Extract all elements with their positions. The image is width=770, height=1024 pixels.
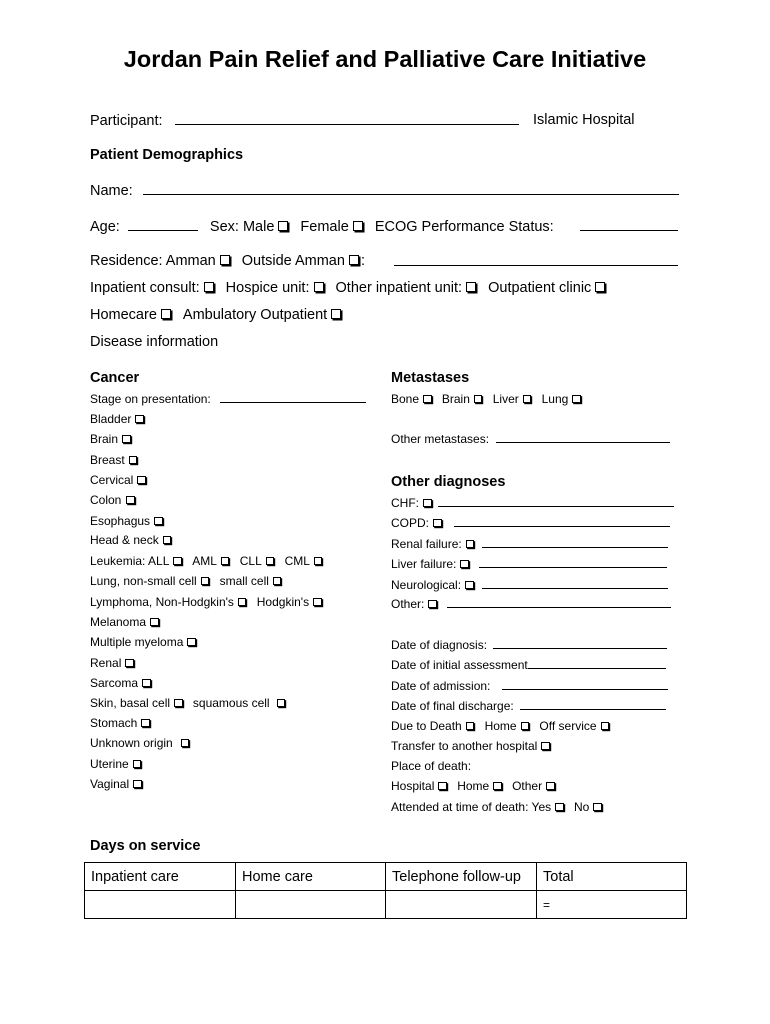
basal-cell-checkbox[interactable] (174, 699, 183, 708)
attended-row (391, 800, 604, 814)
cancer-renal (90, 656, 136, 670)
cml-label: CML (284, 554, 310, 568)
cancer-label: Skin, basal cell (90, 696, 171, 710)
neurological-field[interactable] (482, 579, 668, 589)
cancer-cervical (90, 473, 148, 487)
hospital-checkbox[interactable] (438, 782, 447, 791)
esophagus-checkbox[interactable] (154, 517, 163, 526)
cancer-label: Sarcoma (90, 676, 139, 690)
name-field[interactable] (143, 182, 679, 195)
inpatient-consult-checkbox[interactable] (204, 282, 214, 292)
lung-mets-label: Lung (541, 392, 569, 406)
cancer-uterine (90, 757, 143, 771)
cancer-myeloma (90, 635, 198, 649)
lung-mets-checkbox[interactable] (572, 395, 581, 404)
ecog-label: ECOG Performance Status: (374, 219, 554, 235)
outside-amman-field[interactable] (394, 253, 678, 266)
cancer-vaginal (90, 777, 144, 791)
cancer-label: Esophagus (90, 514, 151, 528)
cancer-stomach (90, 716, 152, 730)
dx-label: Other: (391, 597, 425, 611)
colon-checkbox[interactable] (126, 496, 135, 505)
other-metastases-label: Other metastases: (391, 432, 490, 446)
care-setting-row-2 (90, 307, 343, 323)
home-death-label: Home (457, 779, 490, 793)
days-table (84, 862, 687, 919)
table-header-row (85, 863, 687, 891)
outpatient-clinic-checkbox[interactable] (595, 282, 605, 292)
dx-liver-failure (391, 557, 667, 571)
cancer-head-neck (90, 533, 173, 547)
liver-label: Liver (492, 392, 519, 406)
renal-failure-field[interactable] (482, 538, 668, 548)
liver-failure-checkbox[interactable] (460, 560, 469, 569)
outside-amman-detail (394, 253, 678, 270)
date-final-row (391, 699, 666, 713)
home-label: Home (484, 719, 517, 733)
participant-field[interactable] (175, 112, 519, 125)
cancer-lung (90, 574, 283, 588)
cancer-label: Colon (90, 493, 122, 507)
dx-other (391, 597, 671, 611)
other-diagnoses-heading: Other diagnoses (391, 474, 506, 490)
date-label: Date of diagnosis: (391, 638, 488, 652)
home-care-cell[interactable] (236, 891, 386, 919)
colon-char: : (360, 253, 365, 269)
renal-checkbox[interactable] (125, 659, 134, 668)
cancer-label: Multiple myeloma (90, 635, 184, 649)
date-diagnosis-row (391, 638, 667, 652)
cancer-label: Renal (90, 656, 122, 670)
age-sex-row (90, 218, 554, 235)
transfer-checkbox[interactable] (541, 742, 550, 751)
residence-amman-label: Residence: Amman (90, 253, 216, 269)
date-label: Date of initial assessment (391, 658, 528, 672)
melanoma-checkbox[interactable] (150, 618, 159, 627)
stage-label: Stage on presentation: (90, 392, 211, 406)
table-row (85, 891, 687, 919)
date-label: Date of admission: (391, 679, 491, 693)
demographics-heading: Patient Demographics (90, 147, 244, 163)
brain-mets-checkbox[interactable] (474, 395, 483, 404)
cancer-heading: Cancer (90, 370, 140, 386)
cancer-lymphoma (90, 595, 324, 609)
copd-field[interactable] (454, 517, 670, 527)
date-initial-field[interactable] (528, 659, 666, 669)
aml-checkbox[interactable] (221, 557, 230, 566)
small-cell-checkbox[interactable] (273, 577, 282, 586)
homecare-checkbox[interactable] (161, 309, 171, 319)
cervical-checkbox[interactable] (137, 476, 146, 485)
age-label: Age: (90, 219, 120, 235)
total-cell[interactable]: = (537, 891, 687, 919)
neurological-checkbox[interactable] (465, 581, 474, 590)
home-checkbox[interactable] (521, 722, 530, 731)
cancer-label: Breast (90, 453, 125, 467)
homecare-label: Homecare (90, 307, 157, 323)
dx-label: Liver failure: (391, 557, 457, 571)
due-to-death-checkbox[interactable] (466, 722, 475, 731)
inpatient-care-header: Inpatient care (85, 863, 236, 891)
bone-label: Bone (391, 392, 420, 406)
all-checkbox[interactable] (173, 557, 182, 566)
cancer-melanoma (90, 615, 161, 629)
other-death-label: Other (512, 779, 543, 793)
dx-label: Neurological: (391, 578, 462, 592)
cancer-label: Cervical (90, 473, 134, 487)
dx-renal-failure (391, 537, 668, 551)
cancer-unknown (90, 736, 191, 750)
outside-amman-checkbox[interactable] (349, 255, 359, 265)
name-row (90, 182, 679, 199)
cancer-label: Brain (90, 432, 119, 446)
cancer-label: Unknown origin (90, 736, 173, 750)
outside-amman-label: Outside Amman (241, 253, 345, 269)
date-admission-row (391, 679, 668, 693)
nhl-checkbox[interactable] (238, 598, 247, 607)
small-cell-label: small cell (219, 574, 269, 588)
cancer-label: Stomach (90, 716, 138, 730)
cancer-label: Lymphoma, Non-Hodgkin's (90, 595, 234, 609)
dx-label: COPD: (391, 516, 430, 530)
chf-field[interactable] (438, 497, 674, 507)
cancer-leukemia (90, 554, 324, 568)
hospital-name: Islamic Hospital (533, 112, 635, 128)
cancer-label: Leukemia: ALL (90, 554, 170, 568)
amman-checkbox[interactable] (220, 255, 230, 265)
participant-label: Participant: (90, 113, 163, 129)
unknown-checkbox[interactable] (181, 739, 190, 748)
date-initial-row (391, 658, 666, 672)
female-checkbox[interactable] (353, 221, 363, 231)
place-of-death-label: Place of death: (391, 759, 472, 773)
off-service-checkbox[interactable] (601, 722, 610, 731)
other-inpatient-label: Other inpatient unit: (335, 280, 463, 296)
cancer-bladder (90, 412, 146, 426)
page-title: Jordan Pain Relief and Palliative Care Initiative (123, 46, 647, 72)
name-label: Name: (90, 183, 133, 199)
total-header: Total (537, 863, 687, 891)
attended-no-checkbox[interactable] (593, 803, 602, 812)
attended-yes-checkbox[interactable] (555, 803, 564, 812)
transfer-label: Transfer to another hospital (391, 739, 538, 753)
head-neck-checkbox[interactable] (163, 536, 172, 545)
outpatient-clinic-label: Outpatient clinic (488, 280, 592, 296)
cancer-esophagus (90, 514, 165, 528)
discharge-reason-row (391, 719, 611, 733)
no-label: No (573, 800, 590, 814)
cancer-label: Uterine (90, 757, 129, 771)
stage-row (90, 392, 366, 406)
sex-male-label: Sex: Male (209, 219, 275, 235)
renal-failure-checkbox[interactable] (466, 540, 475, 549)
aml-label: AML (192, 554, 217, 568)
male-checkbox[interactable] (278, 221, 288, 231)
brain-mets-label: Brain (441, 392, 470, 406)
cancer-sarcoma (90, 676, 153, 690)
dx-label: CHF: (391, 496, 419, 510)
other-dx-field[interactable] (447, 598, 671, 608)
dx-chf (391, 496, 674, 510)
nsclc-checkbox[interactable] (201, 577, 210, 586)
metastases-heading: Metastases (391, 370, 470, 386)
brain-checkbox[interactable] (122, 435, 131, 444)
other-dx-checkbox[interactable] (428, 600, 437, 609)
home-care-header: Home care (236, 863, 386, 891)
cll-label: CLL (239, 554, 262, 568)
date-diagnosis-field[interactable] (493, 639, 667, 649)
squamous-checkbox[interactable] (277, 699, 286, 708)
cancer-breast (90, 453, 139, 467)
cancer-skin (90, 696, 287, 710)
vaginal-checkbox[interactable] (133, 780, 142, 789)
cancer-label: Melanoma (90, 615, 147, 629)
residence-row (90, 253, 365, 269)
bone-checkbox[interactable] (423, 395, 432, 404)
hospice-unit-checkbox[interactable] (314, 282, 324, 292)
hodgkins-checkbox[interactable] (313, 598, 322, 607)
attended-label: Attended at time of death: Yes (391, 800, 552, 814)
other-death-checkbox[interactable] (546, 782, 555, 791)
inpatient-care-cell[interactable] (85, 891, 236, 919)
other-inpatient-checkbox[interactable] (466, 282, 476, 292)
sarcoma-checkbox[interactable] (142, 679, 151, 688)
ecog-row (580, 218, 678, 235)
cancer-label: Bladder (90, 412, 132, 426)
date-admission-field[interactable] (502, 680, 668, 690)
dx-copd (391, 516, 670, 530)
care-setting-row (90, 280, 607, 296)
chf-checkbox[interactable] (423, 499, 432, 508)
transfer-row (391, 739, 552, 753)
bladder-checkbox[interactable] (135, 415, 144, 424)
metastases-row (391, 392, 583, 406)
inpatient-consult-label: Inpatient consult: (90, 280, 200, 296)
date-final-field[interactable] (520, 700, 666, 710)
ambulatory-label: Ambulatory Outpatient (182, 307, 328, 323)
place-of-death-row (391, 779, 557, 793)
ecog-field[interactable] (580, 218, 678, 231)
cancer-label: Vaginal (90, 777, 130, 791)
myeloma-checkbox[interactable] (187, 638, 196, 647)
days-heading: Days on service (90, 838, 201, 854)
liver-failure-field[interactable] (479, 558, 667, 568)
cancer-label: Head & neck (90, 533, 159, 547)
cancer-brain (90, 432, 133, 446)
telephone-header: Telephone follow-up (386, 863, 537, 891)
other-metastases-row (391, 432, 670, 446)
hospital-label: Hospital (391, 779, 435, 793)
age-field[interactable] (128, 218, 198, 231)
copd-checkbox[interactable] (433, 519, 442, 528)
due-to-death-label: Due to Death (391, 719, 462, 733)
off-service-label: Off service (539, 719, 597, 733)
stage-field[interactable] (220, 393, 366, 403)
dx-label: Renal failure: (391, 537, 462, 551)
liver-checkbox[interactable] (523, 395, 532, 404)
female-label: Female (300, 219, 349, 235)
cml-checkbox[interactable] (314, 557, 323, 566)
ambulatory-checkbox[interactable] (331, 309, 341, 319)
hodgkins-label: Hodgkin's (256, 595, 310, 609)
cancer-colon (90, 493, 137, 507)
disease-info-heading: Disease information (90, 334, 219, 350)
cancer-label: Lung, non-small cell (90, 574, 197, 588)
hospice-unit-label: Hospice unit: (225, 280, 310, 296)
date-label: Date of final discharge: (391, 699, 514, 713)
uterine-checkbox[interactable] (133, 760, 142, 769)
dx-neurological (391, 578, 668, 592)
other-metastases-field[interactable] (496, 433, 670, 443)
home-death-checkbox[interactable] (493, 782, 502, 791)
participant-row (90, 112, 519, 129)
cll-checkbox[interactable] (266, 557, 275, 566)
telephone-cell[interactable] (386, 891, 537, 919)
breast-checkbox[interactable] (129, 456, 138, 465)
squamous-label: squamous cell (192, 696, 270, 710)
stomach-checkbox[interactable] (141, 719, 150, 728)
